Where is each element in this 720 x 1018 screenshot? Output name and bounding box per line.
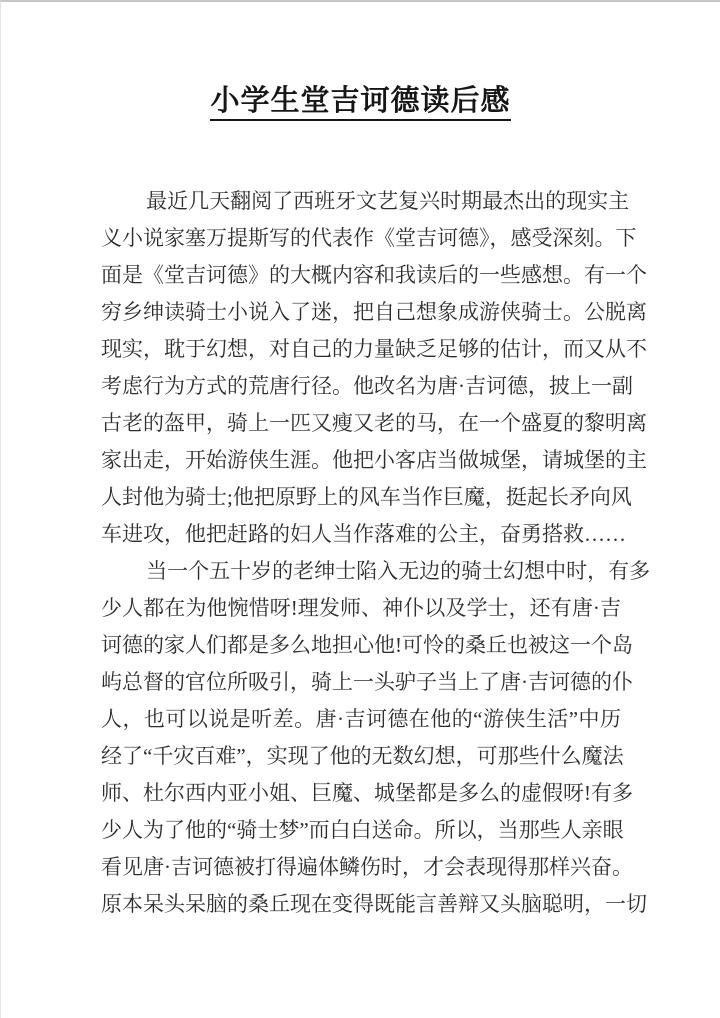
paragraph: [101, 553, 651, 923]
text-line: 家出走，开始游侠生涯。他把小客店当做城堡，请城堡的主: [101, 448, 647, 473]
text-line: 现实，耽于幻想，对自己的力量缺乏足够的估计，而又从不: [101, 337, 647, 362]
text-line: 车进攻，他把赶路的妇人当作落难的公主，奋勇搭救……: [101, 522, 626, 547]
text-line: 最近几天翻阅了西班牙文艺复兴时期最杰出的现实主: [146, 189, 630, 214]
text-line: 少人都在为他惋惜呀!理发师、神仆以及学士，还有唐·吉: [101, 596, 621, 621]
text-line: 诃德的家人们都是多么地担心他!可怜的桑丘也被这一个岛: [101, 633, 633, 658]
text-line: 面是《堂吉诃德》的大概内容和我读后的一些感想。有一个: [101, 263, 647, 288]
text-line: 穷乡绅读骑士小说入了迷，把自己想象成游侠骑士。公脱离: [101, 300, 647, 325]
text-line: 少人为了他的“骑士梦”而白白送命。所以，当那些人亲眼: [101, 818, 624, 843]
text-line: 原本呆头呆脑的桑丘现在变得既能言善辩又头脑聪明，一切: [101, 892, 647, 917]
paragraph: [101, 183, 647, 553]
document-body: [101, 183, 651, 923]
text-line: 经了“千灾百难”，实现了他的无数幻想，可那些什么魔法: [101, 744, 624, 769]
text-line: 人封他为骑士;他把原野上的风车当作巨魔，挺起长矛向风: [101, 485, 632, 510]
text-line: 当一个五十岁的老绅士陷入无边的骑士幻想中时，有多: [146, 559, 651, 584]
page-title: 小学生堂吉诃德读后感: [210, 84, 510, 121]
text-line: 师、杜尔西内亚小姐、巨魔、城堡都是多么的虚假呀!有多: [101, 781, 633, 806]
text-line: 义小说家塞万提斯写的代表作《堂吉诃德》，感受深刻。下: [101, 226, 637, 251]
text-line: 看见唐·吉诃德被打得遍体鳞伤时，才会表现得那样兴奋。: [101, 855, 633, 880]
text-line: 考虑行为方式的荒唐行径。他改名为唐·吉诃德，披上一副: [101, 374, 633, 399]
text-line: 人，也可以说是听差。唐·吉诃德在他的“游侠生活”中历: [101, 707, 621, 732]
title-row: [1, 2, 720, 121]
text-line: 古老的盔甲，骑上一匹又瘦又老的马，在一个盛夏的黎明离: [101, 411, 647, 436]
text-line: 屿总督的官位所吸引，骑上一头驴子当上了唐·吉诃德的仆: [101, 670, 633, 695]
